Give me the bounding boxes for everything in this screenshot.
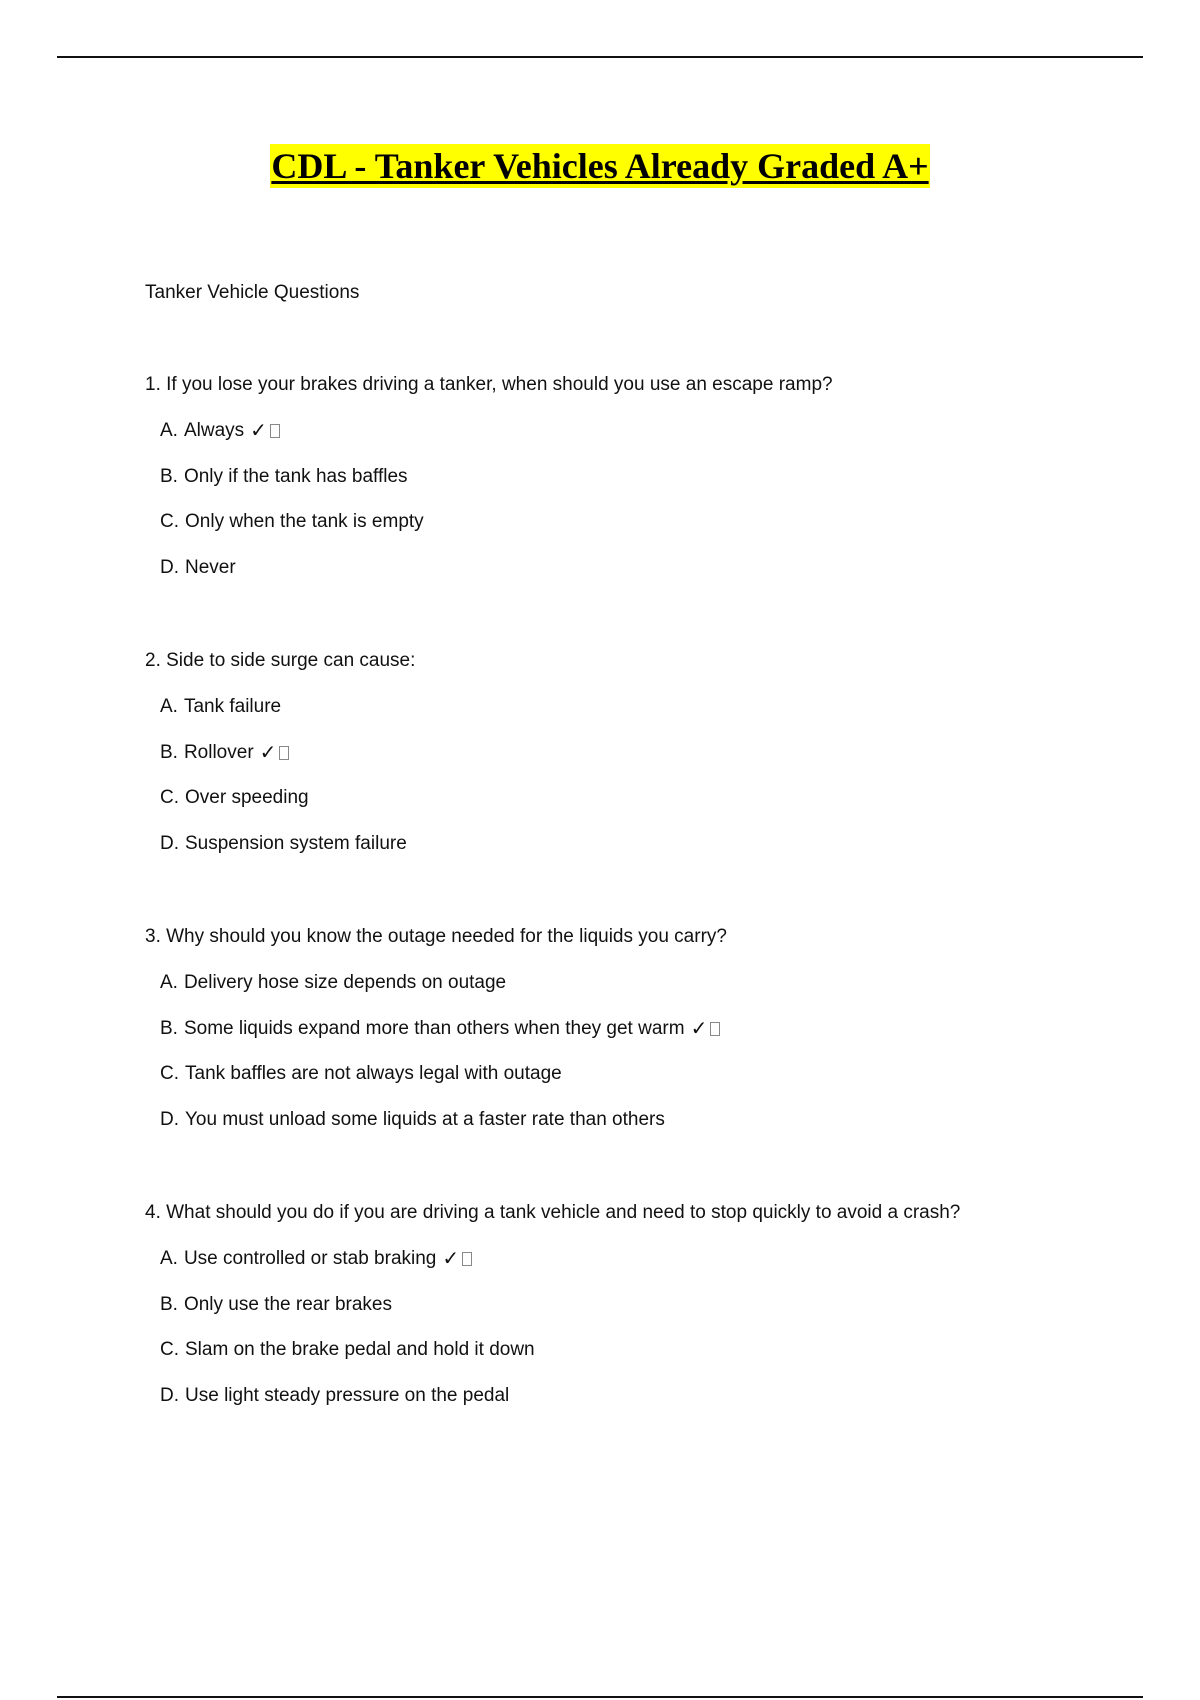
answer-option	[160, 464, 408, 490]
question-text: 1. If you lose your brakes driving a tanker, when should you use an escape ramp?	[145, 374, 833, 395]
option-text: Only if the tank has baffles	[183, 466, 408, 487]
option-text: Always	[183, 420, 245, 441]
option-text: You must unload some liquids at a faster rate than others	[185, 1109, 665, 1130]
option-letter: D.	[160, 557, 179, 578]
answer-option	[160, 1292, 392, 1318]
answer-option	[160, 694, 281, 720]
check-mark-icon: ✓	[442, 1248, 460, 1270]
option-letter: A.	[160, 696, 178, 717]
option-text: Use light steady pressure on the pedal	[185, 1385, 510, 1406]
option-letter: C.	[160, 511, 179, 532]
option-letter: A.	[160, 1248, 178, 1269]
option-letter: B.	[160, 466, 178, 487]
option-letter: A.	[160, 972, 178, 993]
option-text: Tank baffles are not always legal with outage	[185, 1063, 562, 1084]
option-text: Slam on the brake pedal and hold it down	[185, 1339, 535, 1360]
check-mark-icon: ✓	[690, 1018, 708, 1040]
option-text: Only when the tank is empty	[185, 511, 424, 532]
section-heading: Tanker Vehicle Questions	[145, 282, 360, 303]
answer-option	[160, 555, 236, 581]
document-title: CDL - Tanker Vehicles Already Graded A+	[271, 146, 929, 186]
question-text: 4. What should you do if you are driving a tank vehicle and need to stop quickly to avoid a crash?	[145, 1202, 961, 1223]
option-text: Use controlled or stab braking	[183, 1248, 437, 1269]
option-letter: D.	[160, 833, 179, 854]
option-letter: C.	[160, 787, 179, 808]
empty-box-icon	[462, 1252, 472, 1266]
empty-box-icon	[279, 746, 289, 760]
option-text: Suspension system failure	[185, 833, 407, 854]
question-text: 3. Why should you know the outage needed for the liquids you carry?	[145, 926, 727, 947]
option-letter: A.	[160, 420, 178, 441]
option-letter: B.	[160, 742, 178, 763]
question-text: 2. Side to side surge can cause:	[145, 650, 416, 671]
check-mark-icon: ✓	[259, 742, 277, 764]
title-container	[0, 144, 1200, 188]
empty-box-icon	[710, 1022, 720, 1036]
option-text: Over speeding	[185, 787, 309, 808]
bottom-rule	[57, 1696, 1143, 1698]
answer-option	[160, 1016, 720, 1042]
option-text: Rollover	[183, 742, 254, 763]
answer-option	[160, 1383, 509, 1409]
answer-option	[160, 509, 424, 535]
option-letter: B.	[160, 1018, 178, 1039]
option-text: Tank failure	[183, 696, 282, 717]
answer-option	[160, 1246, 472, 1272]
check-mark-icon: ✓	[250, 420, 267, 442]
answer-option	[160, 740, 289, 766]
answer-option	[160, 1107, 665, 1133]
option-letter: C.	[160, 1339, 179, 1360]
option-letter: D.	[160, 1109, 179, 1130]
option-letter: B.	[160, 1294, 178, 1315]
answer-option	[160, 418, 280, 444]
option-letter: D.	[160, 1385, 179, 1406]
option-text: Only use the rear brakes	[183, 1294, 392, 1315]
answer-option	[160, 970, 506, 996]
answer-option	[160, 785, 309, 811]
option-text: Never	[185, 557, 236, 578]
option-text: Some liquids expand more than others when they get warm	[183, 1018, 685, 1039]
answer-option	[160, 831, 407, 857]
answer-option	[160, 1061, 562, 1087]
option-letter: C.	[160, 1063, 179, 1084]
empty-box-icon	[270, 424, 280, 438]
answer-option	[160, 1337, 535, 1363]
top-rule	[57, 56, 1143, 58]
option-text: Delivery hose size depends on outage	[183, 972, 507, 993]
